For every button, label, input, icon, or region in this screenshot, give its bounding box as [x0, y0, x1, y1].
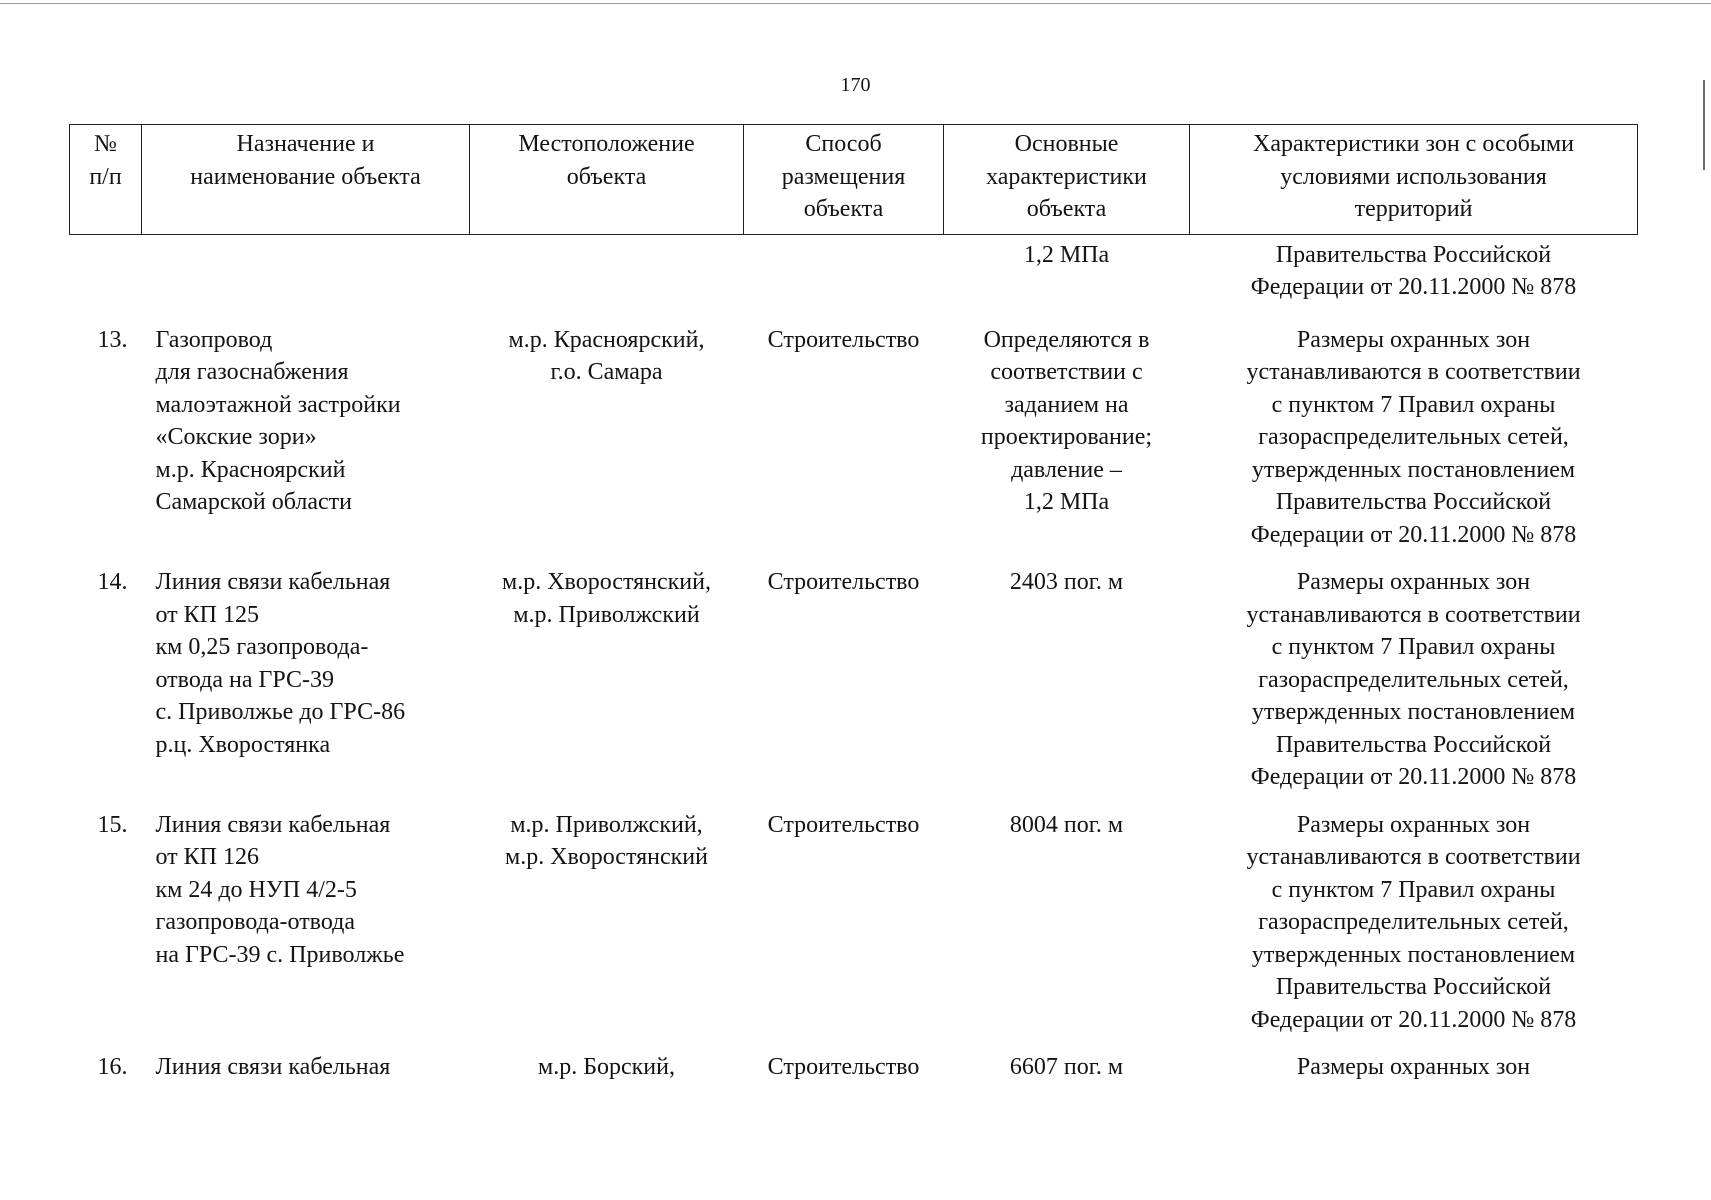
cell-zones: Размеры охранных зон [1296, 1054, 1531, 1080]
cell-method: Строительство [767, 811, 920, 838]
header-location: Местоположение объекта [470, 125, 744, 235]
cell-zones: Размеры охранных зон устанавливаются в соответствии с пунктом 7 Правил охраны газораспределительных сетей, утвержденных постановлением Правительства Российской Федерации от 20.11.2000 № 878 [1246, 326, 1581, 548]
scan-border-line [0, 3, 1711, 4]
cell-characteristics: 8004 пог. м [1009, 811, 1124, 838]
cell-name: Линия связи кабельная [155, 1054, 391, 1080]
continuation-row [70, 234, 1638, 324]
cell-empty [744, 234, 944, 324]
cell-method: Строительство [767, 569, 920, 595]
cell-number: 16. [97, 1054, 128, 1080]
cell-method: Строительство [767, 1054, 920, 1080]
cell-number: 13. [97, 326, 128, 353]
header-number: № п/п [70, 125, 142, 235]
table-row [70, 1051, 1638, 1099]
cell-zones: Правительства Российской Федерации от 20.11.2000 № 878 [1250, 241, 1577, 300]
cell-location: м.р. Красноярский, г.о. Самара [508, 326, 705, 385]
cell-name: Линия связи кабельная от КП 125 км 0,25 газопровода- отвода на ГРС-39 с. Приволжье до ГРС-86 р.ц. Хворостянка [155, 569, 406, 758]
page-number: 170 [840, 74, 871, 96]
cell-characteristics: Определяются в соответствии с заданием на проектирование; давление – 1,2 МПа [980, 326, 1153, 515]
header-zones: Характеристики зон с особыми условиями использования территорий [1190, 125, 1638, 235]
cell-empty [142, 234, 470, 324]
cell-characteristics: 6607 пог. м [1009, 1054, 1124, 1080]
cell-zones: Размеры охранных зон устанавливаются в соответствии с пунктом 7 Правил охраны газораспределительных сетей, утвержденных постановлением Правительства Российской Федерации от 20.11.2000 № 878 [1246, 569, 1581, 790]
cell-method: Строительство [767, 326, 920, 353]
table-row [70, 809, 1638, 1052]
cell-name: Линия связи кабельная от КП 126 км 24 до НУП 4/2-5 газопровода-отвода на ГРС-39 с. Приволжье [155, 811, 405, 968]
cell-empty [470, 234, 744, 324]
table-header-row [70, 125, 1638, 235]
cell-name: Газопровод для газоснабжения малоэтажной застройки «Сокские зори» м.р. Красноярский Самарской области [155, 326, 401, 515]
cell-number: 14. [97, 569, 128, 595]
cell-location: м.р. Хворостянский, м.р. Приволжский [502, 569, 711, 628]
objects-table [69, 124, 1638, 1099]
header-characteristics: Основные характеристики объекта [944, 125, 1190, 235]
header-method: Способ размещения объекта [744, 125, 944, 235]
table-row [70, 324, 1638, 567]
cell-characteristics: 1,2 МПа [1023, 241, 1110, 268]
cell-number: 15. [97, 811, 128, 838]
cell-location: м.р. Приволжский, м.р. Хворостянский [505, 811, 708, 870]
cell-empty [70, 234, 142, 324]
cell-characteristics: 2403 пог. м [1009, 569, 1124, 595]
cell-location: м.р. Борский, [538, 1054, 675, 1080]
cell-zones: Размеры охранных зон устанавливаются в соответствии с пунктом 7 Правил охраны газораспределительных сетей, утвержденных постановлением Правительства Российской Федерации от 20.11.2000 № 878 [1246, 811, 1581, 1033]
header-name: Назначение и наименование объекта [142, 125, 470, 235]
table-row [70, 566, 1638, 809]
